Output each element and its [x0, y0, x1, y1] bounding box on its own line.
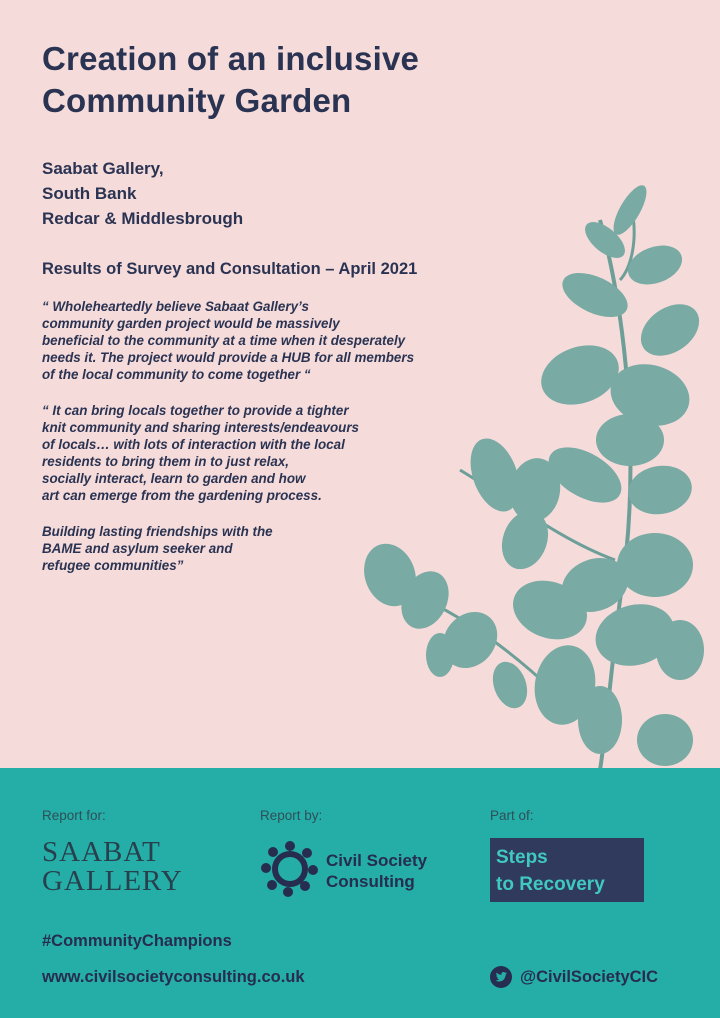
quote-2-line: “ It can bring locals together to provide a tighter [42, 403, 349, 418]
report-for-label: Report for: [42, 808, 106, 823]
venue-address [42, 156, 243, 231]
title-line-1: Creation of an inclusive [42, 40, 420, 77]
quote-2-line: of locals… with lots of interaction with the local [42, 437, 345, 452]
quote-3-line: Building lasting friendships with the [42, 524, 273, 539]
quote-1-line: of the local community to come together “ [42, 367, 311, 382]
quote-1-line: “ Wholeheartedly believe Sabaat Gallery’s [42, 299, 309, 314]
title-line-2: Community Garden [42, 82, 352, 119]
civil-society-logo-icon [260, 838, 320, 898]
civil-society-consulting-name [326, 850, 427, 892]
part-of-label: Part of: [490, 808, 534, 823]
quote-1-line: needs it. The project would provide a HUB for all members [42, 350, 415, 365]
venue-line-2: South Bank [42, 184, 137, 203]
quote-1-line: community garden project would be massively [42, 316, 340, 331]
saabat-logo-line-1: SAABAT [42, 836, 161, 868]
saabat-logo-line-2: GALLERY [42, 865, 183, 897]
page-title [42, 38, 602, 122]
results-heading: Results of Survey and Consultation – April 2021 [42, 260, 418, 278]
survey-quotes [42, 298, 512, 593]
csc-line-1: Civil Society [326, 851, 428, 870]
twitter-handle[interactable]: @CivilSocietyCIC [520, 968, 659, 986]
website-link[interactable]: www.civilsocietyconsulting.co.uk [42, 968, 305, 986]
venue-line-3: Redcar & Middlesbrough [42, 209, 244, 228]
quote-3 [42, 523, 512, 574]
quote-2-line: socially interact, learn to garden and how [42, 471, 306, 486]
saabat-gallery-logo [42, 838, 183, 896]
quote-1-line: beneficial to the community at a time when it desperately [42, 333, 406, 348]
quote-3-line: BAME and asylum seeker and [42, 541, 233, 556]
twitter-icon [490, 966, 512, 988]
footer-band [0, 768, 720, 1018]
quote-2-line: knit community and sharing interests/endeavours [42, 420, 359, 435]
quote-3-line: refugee communities” [42, 558, 184, 573]
quote-1 [42, 298, 512, 383]
steps-line-1: Steps [496, 847, 548, 868]
quote-2-line: residents to bring them in to just relax, [42, 454, 290, 469]
steps-line-2: to Recovery [496, 874, 605, 895]
hashtag: #CommunityChampions [42, 932, 232, 950]
report-by-label: Report by: [260, 808, 323, 823]
quote-2 [42, 402, 512, 504]
quote-2-line: art can emerge from the gardening process. [42, 488, 322, 503]
steps-to-recovery-logo [490, 838, 644, 902]
steps-to-recovery-text [496, 844, 605, 898]
venue-line-1: Saabat Gallery, [42, 159, 164, 178]
csc-line-2: Consulting [326, 872, 415, 891]
